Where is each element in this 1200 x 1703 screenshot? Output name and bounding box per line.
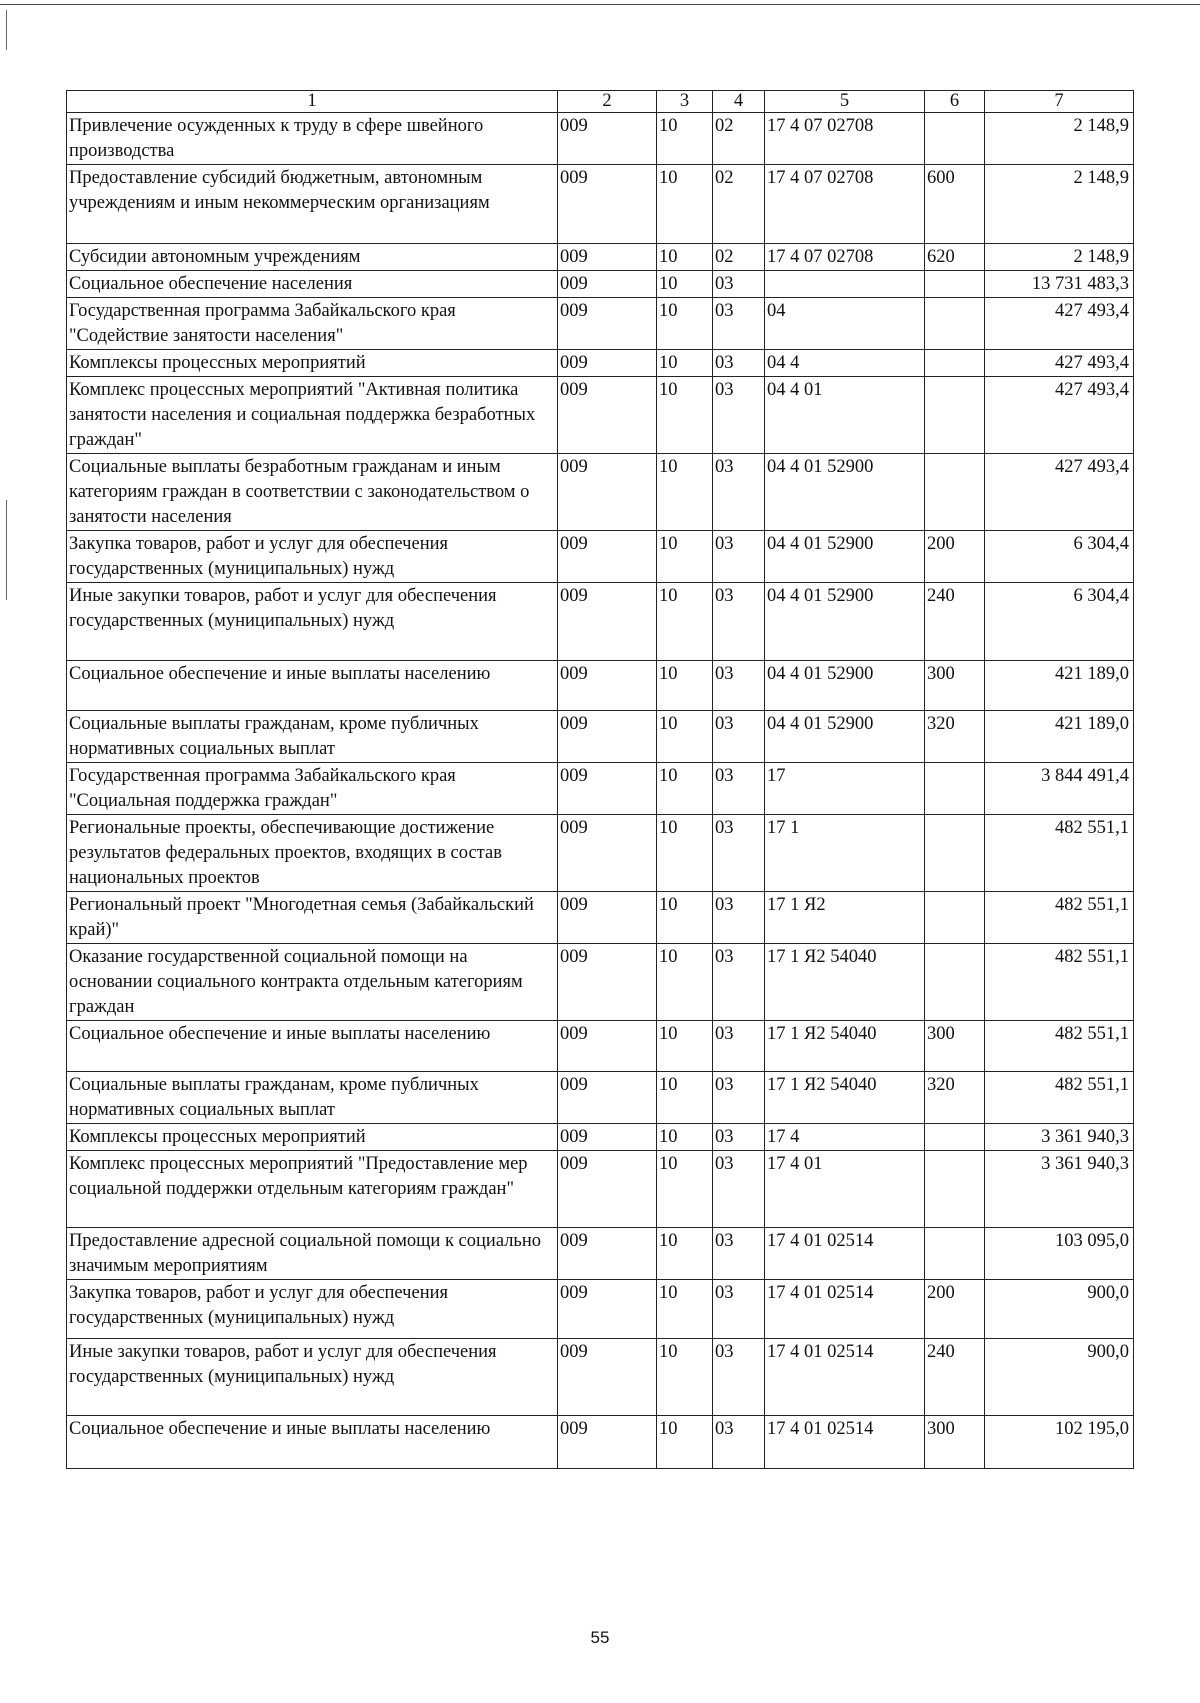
row-admin-code: 009 <box>558 454 657 531</box>
row-section: 10 <box>657 165 713 244</box>
row-admin-code: 009 <box>558 244 657 271</box>
row-section: 10 <box>657 661 713 711</box>
row-section: 10 <box>657 1021 713 1072</box>
row-target-code: 04 <box>765 298 925 350</box>
row-name: Предоставление адресной социальной помощи к социально значимым мероприятиям <box>67 1228 558 1280</box>
row-amount: 482 551,1 <box>985 1072 1134 1124</box>
row-subsection: 03 <box>713 815 765 892</box>
table-row <box>67 244 1134 271</box>
table-row <box>67 1124 1134 1151</box>
row-section: 10 <box>657 1228 713 1280</box>
row-target-code: 04 4 01 52900 <box>765 661 925 711</box>
budget-table <box>66 90 1134 1469</box>
row-subsection: 02 <box>713 113 765 165</box>
row-expense-type: 320 <box>925 1072 985 1124</box>
row-subsection: 03 <box>713 350 765 377</box>
row-section: 10 <box>657 244 713 271</box>
row-expense-type <box>925 892 985 944</box>
row-target-code: 04 4 01 52900 <box>765 583 925 661</box>
row-target-code: 17 1 Я2 54040 <box>765 1021 925 1072</box>
row-admin-code: 009 <box>558 1021 657 1072</box>
row-amount: 900,0 <box>985 1339 1134 1416</box>
row-admin-code: 009 <box>558 815 657 892</box>
row-amount: 421 189,0 <box>985 661 1134 711</box>
row-name: Иные закупки товаров, работ и услуг для обеспечения государственных (муниципальных) нужд <box>67 583 558 661</box>
row-amount: 421 189,0 <box>985 711 1134 763</box>
row-admin-code: 009 <box>558 350 657 377</box>
row-expense-type <box>925 271 985 298</box>
row-target-code: 04 4 01 <box>765 377 925 454</box>
header-col-4: 4 <box>713 91 765 113</box>
row-target-code: 17 1 <box>765 815 925 892</box>
row-target-code: 17 <box>765 763 925 815</box>
row-admin-code: 009 <box>558 531 657 583</box>
row-name: Социальные выплаты гражданам, кроме публичных нормативных социальных выплат <box>67 1072 558 1124</box>
row-section: 10 <box>657 1280 713 1339</box>
table-row <box>67 815 1134 892</box>
row-section: 10 <box>657 298 713 350</box>
header-col-6: 6 <box>925 91 985 113</box>
row-name: Комплексы процессных мероприятий <box>67 350 558 377</box>
row-expense-type <box>925 1124 985 1151</box>
margin-mark <box>6 500 7 600</box>
row-admin-code: 009 <box>558 763 657 815</box>
row-target-code: 17 1 Я2 54040 <box>765 944 925 1021</box>
row-admin-code: 009 <box>558 661 657 711</box>
row-name: Социальные выплаты гражданам, кроме публичных нормативных социальных выплат <box>67 711 558 763</box>
row-amount: 900,0 <box>985 1280 1134 1339</box>
row-target-code: 04 4 01 52900 <box>765 454 925 531</box>
row-amount: 2 148,9 <box>985 165 1134 244</box>
table-row <box>67 1339 1134 1416</box>
row-name: Привлечение осужденных к труду в сфере швейного производства <box>67 113 558 165</box>
row-section: 10 <box>657 1072 713 1124</box>
row-section: 10 <box>657 815 713 892</box>
header-col-7: 7 <box>985 91 1134 113</box>
header-col-3: 3 <box>657 91 713 113</box>
row-expense-type: 620 <box>925 244 985 271</box>
row-name: Комплексы процессных мероприятий <box>67 1124 558 1151</box>
row-expense-type <box>925 377 985 454</box>
row-target-code: 17 4 01 <box>765 1151 925 1228</box>
row-target-code: 04 4 <box>765 350 925 377</box>
row-section: 10 <box>657 1416 713 1469</box>
row-subsection: 03 <box>713 661 765 711</box>
row-name: Государственная программа Забайкальского края "Социальная поддержка граждан" <box>67 763 558 815</box>
row-section: 10 <box>657 711 713 763</box>
row-subsection: 03 <box>713 1416 765 1469</box>
row-section: 10 <box>657 350 713 377</box>
row-amount: 482 551,1 <box>985 892 1134 944</box>
table-row <box>67 1021 1134 1072</box>
row-expense-type <box>925 944 985 1021</box>
row-amount: 2 148,9 <box>985 113 1134 165</box>
row-name: Закупка товаров, работ и услуг для обеспечения государственных (муниципальных) нужд <box>67 531 558 583</box>
row-section: 10 <box>657 271 713 298</box>
row-subsection: 03 <box>713 377 765 454</box>
table-row <box>67 113 1134 165</box>
row-subsection: 03 <box>713 298 765 350</box>
row-expense-type <box>925 1151 985 1228</box>
row-amount: 103 095,0 <box>985 1228 1134 1280</box>
table-row <box>67 350 1134 377</box>
row-subsection: 03 <box>713 1124 765 1151</box>
row-admin-code: 009 <box>558 1072 657 1124</box>
row-amount: 427 493,4 <box>985 454 1134 531</box>
row-name: Государственная программа Забайкальского края "Содействие занятости населения" <box>67 298 558 350</box>
row-amount: 6 304,4 <box>985 531 1134 583</box>
row-expense-type: 240 <box>925 583 985 661</box>
row-name: Комплекс процессных мероприятий "Активная политика занятости населения и социальная поддержка безработных граждан" <box>67 377 558 454</box>
table-row <box>67 892 1134 944</box>
row-expense-type: 300 <box>925 661 985 711</box>
row-amount: 3 361 940,3 <box>985 1151 1134 1228</box>
row-amount: 482 551,1 <box>985 815 1134 892</box>
row-amount: 427 493,4 <box>985 350 1134 377</box>
table-row <box>67 1151 1134 1228</box>
row-amount: 482 551,1 <box>985 1021 1134 1072</box>
row-section: 10 <box>657 531 713 583</box>
table-row <box>67 531 1134 583</box>
header-col-1: 1 <box>67 91 558 113</box>
row-name: Предоставление субсидий бюджетным, автономным учреждениям и иным некоммерческим организациям <box>67 165 558 244</box>
row-amount: 102 195,0 <box>985 1416 1134 1469</box>
row-section: 10 <box>657 763 713 815</box>
row-subsection: 03 <box>713 1228 765 1280</box>
row-admin-code: 009 <box>558 113 657 165</box>
row-section: 10 <box>657 1339 713 1416</box>
row-target-code: 17 1 Я2 54040 <box>765 1072 925 1124</box>
table-row <box>67 377 1134 454</box>
row-target-code: 17 4 07 02708 <box>765 113 925 165</box>
row-section: 10 <box>657 1124 713 1151</box>
row-amount: 482 551,1 <box>985 944 1134 1021</box>
row-name: Социальное обеспечение и иные выплаты населению <box>67 1416 558 1469</box>
row-name: Оказание государственной социальной помощи на основании социального контракта отдельным категориям граждан <box>67 944 558 1021</box>
row-section: 10 <box>657 583 713 661</box>
row-expense-type <box>925 454 985 531</box>
row-admin-code: 009 <box>558 377 657 454</box>
row-subsection: 02 <box>713 244 765 271</box>
row-expense-type <box>925 763 985 815</box>
row-admin-code: 009 <box>558 944 657 1021</box>
table-row <box>67 1280 1134 1339</box>
row-subsection: 03 <box>713 892 765 944</box>
row-name: Региональные проекты, обеспечивающие достижение результатов федеральных проектов, входящих в состав национальных проектов <box>67 815 558 892</box>
row-admin-code: 009 <box>558 1151 657 1228</box>
row-amount: 427 493,4 <box>985 298 1134 350</box>
row-subsection: 03 <box>713 583 765 661</box>
row-target-code: 17 4 07 02708 <box>765 165 925 244</box>
row-expense-type: 300 <box>925 1416 985 1469</box>
table-row <box>67 583 1134 661</box>
row-target-code: 04 4 01 52900 <box>765 531 925 583</box>
table-row <box>67 1228 1134 1280</box>
table-row <box>67 944 1134 1021</box>
row-subsection: 03 <box>713 944 765 1021</box>
table-row <box>67 298 1134 350</box>
table-row <box>67 454 1134 531</box>
row-target-code: 17 4 01 02514 <box>765 1416 925 1469</box>
table-row <box>67 661 1134 711</box>
row-admin-code: 009 <box>558 892 657 944</box>
header-col-5: 5 <box>765 91 925 113</box>
header-col-2: 2 <box>558 91 657 113</box>
row-admin-code: 009 <box>558 1124 657 1151</box>
row-section: 10 <box>657 944 713 1021</box>
row-expense-type <box>925 298 985 350</box>
row-subsection: 03 <box>713 1151 765 1228</box>
row-amount: 3 844 491,4 <box>985 763 1134 815</box>
row-expense-type <box>925 815 985 892</box>
row-expense-type: 320 <box>925 711 985 763</box>
table-row <box>67 271 1134 298</box>
row-subsection: 03 <box>713 763 765 815</box>
row-subsection: 03 <box>713 711 765 763</box>
row-target-code: 17 4 07 02708 <box>765 244 925 271</box>
row-expense-type: 200 <box>925 531 985 583</box>
row-amount: 3 361 940,3 <box>985 1124 1134 1151</box>
row-name: Закупка товаров, работ и услуг для обеспечения государственных (муниципальных) нужд <box>67 1280 558 1339</box>
row-name: Социальное обеспечение и иные выплаты населению <box>67 661 558 711</box>
row-subsection: 03 <box>713 454 765 531</box>
row-admin-code: 009 <box>558 1339 657 1416</box>
page-number: 55 <box>590 1628 610 1647</box>
row-target-code <box>765 271 925 298</box>
row-target-code: 17 4 01 02514 <box>765 1228 925 1280</box>
row-name: Комплекс процессных мероприятий "Предоставление мер социальной поддержки отдельным категориям граждан" <box>67 1151 558 1228</box>
row-name: Социальное обеспечение и иные выплаты населению <box>67 1021 558 1072</box>
table-row <box>67 763 1134 815</box>
row-target-code: 17 1 Я2 <box>765 892 925 944</box>
row-amount: 13 731 483,3 <box>985 271 1134 298</box>
row-amount: 6 304,4 <box>985 583 1134 661</box>
row-target-code: 17 4 01 02514 <box>765 1339 925 1416</box>
row-expense-type <box>925 350 985 377</box>
row-admin-code: 009 <box>558 711 657 763</box>
row-expense-type <box>925 1228 985 1280</box>
row-target-code: 17 4 <box>765 1124 925 1151</box>
row-target-code: 17 4 01 02514 <box>765 1280 925 1339</box>
row-admin-code: 009 <box>558 298 657 350</box>
row-expense-type: 200 <box>925 1280 985 1339</box>
row-subsection: 03 <box>713 271 765 298</box>
row-section: 10 <box>657 377 713 454</box>
row-amount: 2 148,9 <box>985 244 1134 271</box>
row-section: 10 <box>657 1151 713 1228</box>
row-expense-type <box>925 113 985 165</box>
row-amount: 427 493,4 <box>985 377 1134 454</box>
row-expense-type: 300 <box>925 1021 985 1072</box>
row-subsection: 03 <box>713 1339 765 1416</box>
row-expense-type: 600 <box>925 165 985 244</box>
row-name: Социальные выплаты безработным гражданам и иным категориям граждан в соответствии с законодательством о занятости населения <box>67 454 558 531</box>
row-subsection: 03 <box>713 531 765 583</box>
row-admin-code: 009 <box>558 1416 657 1469</box>
row-admin-code: 009 <box>558 1280 657 1339</box>
row-admin-code: 009 <box>558 271 657 298</box>
row-name: Иные закупки товаров, работ и услуг для обеспечения государственных (муниципальных) нужд <box>67 1339 558 1416</box>
row-target-code: 04 4 01 52900 <box>765 711 925 763</box>
row-name: Региональный проект "Многодетная семья (Забайкальский край)" <box>67 892 558 944</box>
row-subsection: 03 <box>713 1021 765 1072</box>
row-subsection: 03 <box>713 1072 765 1124</box>
row-subsection: 03 <box>713 1280 765 1339</box>
row-section: 10 <box>657 454 713 531</box>
top-border-line <box>0 4 1200 5</box>
table-row <box>67 1416 1134 1469</box>
table-row <box>67 711 1134 763</box>
row-admin-code: 009 <box>558 165 657 244</box>
table-row <box>67 1072 1134 1124</box>
row-section: 10 <box>657 892 713 944</box>
margin-mark <box>6 10 7 50</box>
row-admin-code: 009 <box>558 583 657 661</box>
row-name: Социальное обеспечение населения <box>67 271 558 298</box>
row-expense-type: 240 <box>925 1339 985 1416</box>
table-row <box>67 165 1134 244</box>
row-section: 10 <box>657 113 713 165</box>
row-name: Субсидии автономным учреждениям <box>67 244 558 271</box>
table-header-row <box>67 91 1134 113</box>
row-subsection: 02 <box>713 165 765 244</box>
row-admin-code: 009 <box>558 1228 657 1280</box>
